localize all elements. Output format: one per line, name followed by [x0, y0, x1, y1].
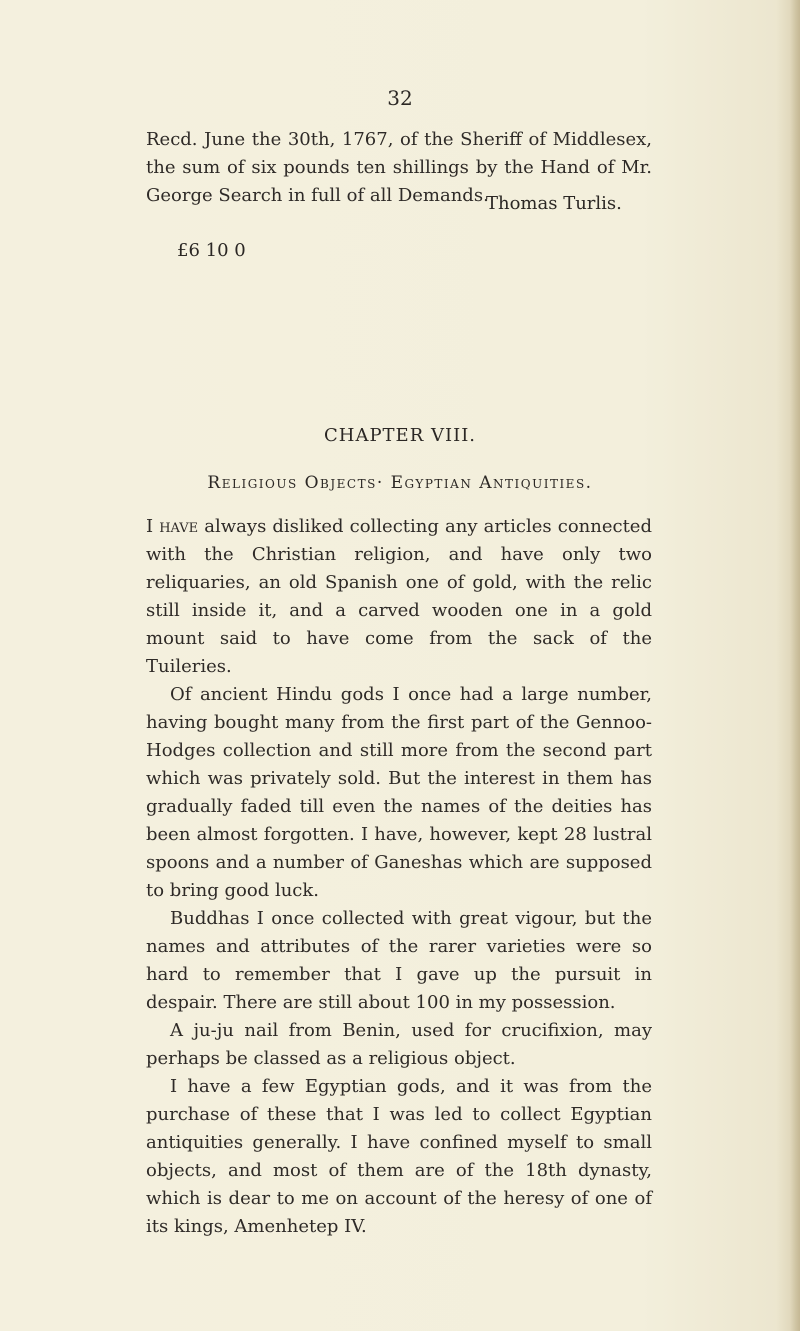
page-edge-shadow	[790, 0, 800, 1331]
page-number: 32	[387, 86, 413, 110]
paragraph-4: A ju-ju nail from Benin, used for crucifixion, may perhaps be classed as a religious object.	[146, 1020, 652, 1069]
receipt-text: Recd. June the 30th, 1767, of the Sheriff of Middlesex, the sum of six pounds ten shillings by the Hand of Mr. George Search in full of all Demands.	[146, 129, 652, 206]
paragraph-1	[146, 513, 652, 681]
receipt-signature: Thomas Turlis.	[486, 193, 622, 214]
chapter-subtitle: Religious Objects· Egyptian Antiquities.	[207, 473, 593, 493]
paragraph-2: Of ancient Hindu gods I once had a large number, having bought many from the first part of the Gennoo-Hodges collection and still more from the second part which was privately sold. But the interest in them has gradually faded till even the names of the deities has been almost forgotten. I have, however, kept 28 lustral spoons and a number of Ganeshas which are supposed to bring good luck.	[146, 684, 652, 901]
chapter-body	[146, 513, 652, 1241]
paragraph-1-text: always disliked collecting any articles connected with the Christian religion, and have only two reliquaries, an old Spanish one of gold, with the relic still inside it, and a carved wooden one in a gold mount said to have come from the sack of the Tuileries.	[146, 516, 652, 677]
paragraph-5: I have a few Egyptian gods, and it was from the purchase of these that I was led to collect Egyptian antiquities generally. I have confined myself to small objects, and most of them are of the 18th dynasty, which is dear to me on account of the heresy of one of its kings, Amenhetep IV.	[146, 1076, 652, 1237]
paragraph-1-lead: I have	[146, 516, 199, 537]
paragraph-3: Buddhas I once collected with great vigour, but the names and attributes of the rarer varieties were so hard to remember that I gave up the pursuit in despair. There are still about 100 in my possession.	[146, 908, 652, 1013]
chapter-heading: CHAPTER VIII.	[323, 425, 477, 446]
receipt-amount: £6 10 0	[177, 240, 246, 261]
